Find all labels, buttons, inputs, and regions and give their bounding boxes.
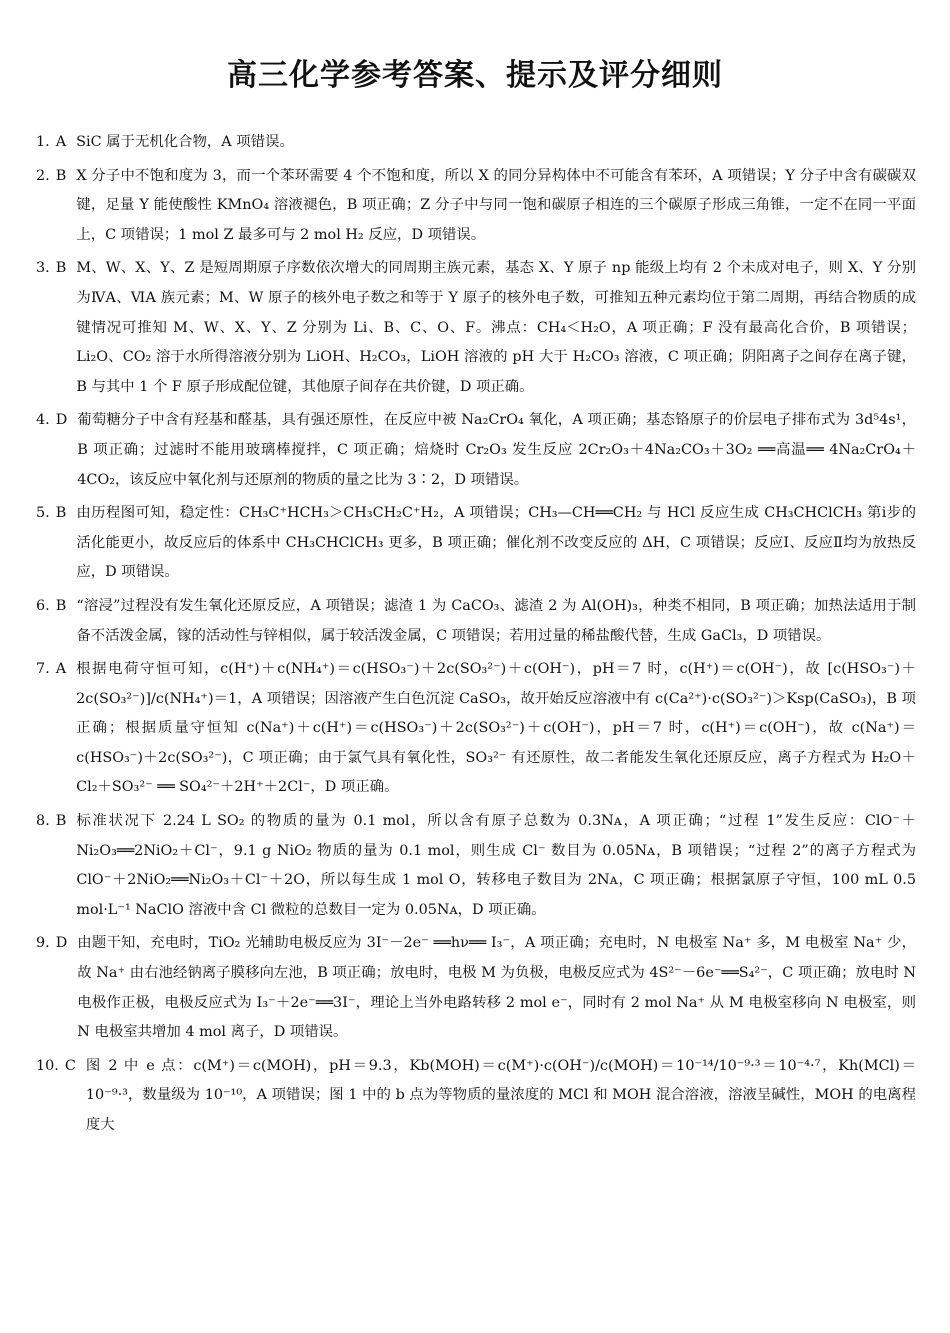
explanation-text: SiC 属于无机化合物，A 项错误。 <box>76 134 294 150</box>
answer-item-1 <box>36 128 916 158</box>
page-title: 高三化学参考答案、提示及评分细则 <box>227 58 723 93</box>
answer-letter: B <box>55 813 67 830</box>
explanation-text: “溶浸”过程没有发生氧化还原反应，A 项错误；滤渣 1 为 CaCO₃、滤渣 2 为 Al(OH)₃，种类不相同，B 项正确；加热法适用于制备不活泼金属，镓的活动性与锌相似，属于较活泼金属，C 项错误；若用过量的稀盐酸代替，生成 GaCl₃，D 项错误。 <box>76 597 916 644</box>
answer-item-3 <box>36 254 916 402</box>
answer-letter: D <box>55 412 68 429</box>
question-number: 8. <box>36 813 50 830</box>
explanation-text: 根据电荷守恒可知，c(H⁺)＋c(NH₄⁺)＝c(HSO₃⁻)＋2c(SO₃²⁻)＋c(OH⁻)，pH＝7 时，c(H⁺)＝c(OH⁻)，故 [c(HSO₃⁻)＋2c(SO₃²⁻)]/c(NH₄⁺)＝1，A 项错误；因溶液产生白色沉淀 CaSO₃，故开始反应溶液中有 c(Ca²⁺)·c(SO₃²⁻)＞Ksp(CaSO₃)，B 项正确；根据质量守恒知 c(Na⁺)＋c(H⁺)＝c(HSO₃⁻)＋2c(SO₃²⁻)＋c(OH⁻)，pH＝7 时，c(H⁺)＝c(OH⁻)，故 c(Na⁺)＝c(HSO₃⁻)＋2c(SO₃²⁻)，C 项正确；由于氯气具有氧化性，SO₃²⁻ 有还原性，故二者能发生氧化还原反应，离子方程式为 H₂O＋Cl₂＋SO₃²⁻ ══ SO₄²⁻＋2H⁺＋2Cl⁻，D 项正确。 <box>76 661 916 796</box>
question-number: 10. <box>36 1057 59 1074</box>
answer-letter: D <box>55 935 68 952</box>
answer-item-10 <box>36 1052 916 1141</box>
answer-item-8 <box>36 807 916 925</box>
explanation-text: 由题干知，充电时，TiO₂ 光辅助电极反应为 3I⁻－2e⁻ ══hν══ I₃⁻，A 项正确；充电时，N 电极室 Na⁺ 多，M 电极室 Na⁺ 少，故 Na⁺ 由右池经钠离子膜移向左池，B 项正确；放电时，电极 M 为负极，电极反应式为 4S²⁻－6e⁻══S₄²⁻，C 项正确；放电时 N 电极作正极，电极反应式为 I₃⁻＋2e⁻══3I⁻，理论上当外电路转移 2 mol e⁻，同时有 2 mol Na⁺ 从 M 电极室移向 N 电极室，则 N 电极室共增加 4 mol 离子，D 项错误。 <box>77 935 916 1041</box>
explanation-text: 图 2 中 e 点：c(M⁺)＝c(MOH)，pH＝9.3，Kb(MOH)＝c(M⁺)·c(OH⁻)/c(MOH)＝10⁻¹⁴/10⁻⁹·³＝10⁻⁴·⁷，Kh(MCl)＝10⁻⁹·³，数量级为 10⁻¹⁰，A 项错误；图 1 中的 b 点为等物质的量浓度的 MCl 和 MOH 混合溶液，溶液呈碱性，MOH 的电离程度大 <box>85 1057 916 1133</box>
answer-letter: A <box>55 661 67 678</box>
answer-list <box>36 128 916 1145</box>
question-number: 4. <box>36 412 50 429</box>
question-number: 6. <box>36 597 50 614</box>
answer-item-4 <box>36 406 916 495</box>
explanation-text: 葡萄糖分子中含有羟基和醛基，具有强还原性，在反应中被 Na₂CrO₄ 氧化，A 项正确；基态铬原子的价层电子排布式为 3d⁵4s¹，B 项正确；过滤时不能用玻璃棒搅拌，C 项正确；焙烧时 Cr₂O₃ 发生反应 2Cr₂O₃＋4Na₂CO₃＋3O₂ ══高温══ 4Na₂CrO₄＋4CO₂，该反应中氧化剂与还原剂的物质的量之比为 3∶2，D 项错误。 <box>77 412 916 488</box>
explanation-text: M、W、X、Y、Z 是短周期原子序数依次增大的同周期主族元素，基态 X、Y 原子 np 能级上均有 2 个未成对电子，则 X、Y 分别为ⅣA、ⅥA 族元素；M、W 原子的核外电子数之和等于 Y 原子的核外电子数，可推知五种元素均位于第二周期，再结合物质的成键情况可推知 M、W、X、Y、Z 分别为 Li、B、C、O、F。沸点：CH₄＜H₂O，A 项正确；F 没有最高化合价，B 项错误；Li₂O、CO₂ 溶于水所得溶液分别为 LiOH、H₂CO₃，LiOH 溶液的 pH 大于 H₂CO₃ 溶液，C 项正确；阴阳离子之间存在离子键，B 与其中 1 个 F 原子形成配位键，其他原子间存在共价键，D 项正确。 <box>76 260 916 395</box>
answer-letter: C <box>64 1057 76 1074</box>
question-number: 3. <box>36 260 50 277</box>
answer-letter: A <box>55 134 67 150</box>
question-number: 1. <box>36 134 50 150</box>
question-number: 9. <box>36 935 50 952</box>
answer-item-5 <box>36 499 916 588</box>
question-number: 7. <box>36 661 50 678</box>
question-number: 2. <box>36 167 50 184</box>
explanation-text: 标准状况下 2.24 L SO₂ 的物质的量为 0.1 mol，所以含有原子总数为 0.3Nᴀ，A 项正确；“过程 1”发生反应：ClO⁻＋Ni₂O₃══2NiO₂＋Cl⁻，9.1 g NiO₂ 物质的量为 0.1 mol，则生成 Cl⁻ 数目为 0.05Nᴀ，B 项错误；“过程 2”的离子方程式为 ClO⁻＋2NiO₂══Ni₂O₃＋Cl⁻＋2O，所以每生成 1 mol O，转移电子数目为 2Nᴀ，C 项正确；根据氯原子守恒，100 mL 0.5 mol·L⁻¹ NaClO 溶液中含 Cl 微粒的总数目一定为 0.05Nᴀ，D 项正确。 <box>76 813 916 918</box>
answer-letter: B <box>55 260 67 277</box>
answer-item-2 <box>36 162 916 251</box>
explanation-text: X 分子中不饱和度为 3，而一个苯环需要 4 个不饱和度，所以 X 的同分异构体中不可能含有苯环，A 项错误；Y 分子中含有碳碳双键，足量 Y 能使酸性 KMnO₄ 溶液褪色，B 项正确；Z 分子中与同一饱和碳原子相连的三个碳原子形成三角锥，一定不在同一平面上，C 项错误；1 mol Z 最多可与 2 mol H₂ 反应，D 项错误。 <box>76 167 916 243</box>
answer-item-9 <box>36 929 916 1047</box>
answer-letter: B <box>55 505 67 522</box>
question-number: 5. <box>36 505 50 522</box>
explanation-text: 由历程图可知，稳定性：CH₃C⁺HCH₃＞CH₃CH₂C⁺H₂，A 项错误；CH₃—CH══CH₂ 与 HCl 反应生成 CH₃CHClCH₃ 第ⅰ步的活化能更小，故反应后的体系中 CH₃CHClCH₃ 更多，B 项正确；催化剂不改变反应的 ΔH，C 项错误；反应Ⅰ、反应Ⅱ均为放热反应，D 项错误。 <box>76 505 916 581</box>
answer-letter: B <box>55 167 67 184</box>
answer-item-6 <box>36 592 916 651</box>
answer-letter: B <box>55 597 67 614</box>
answer-item-7 <box>36 655 916 803</box>
